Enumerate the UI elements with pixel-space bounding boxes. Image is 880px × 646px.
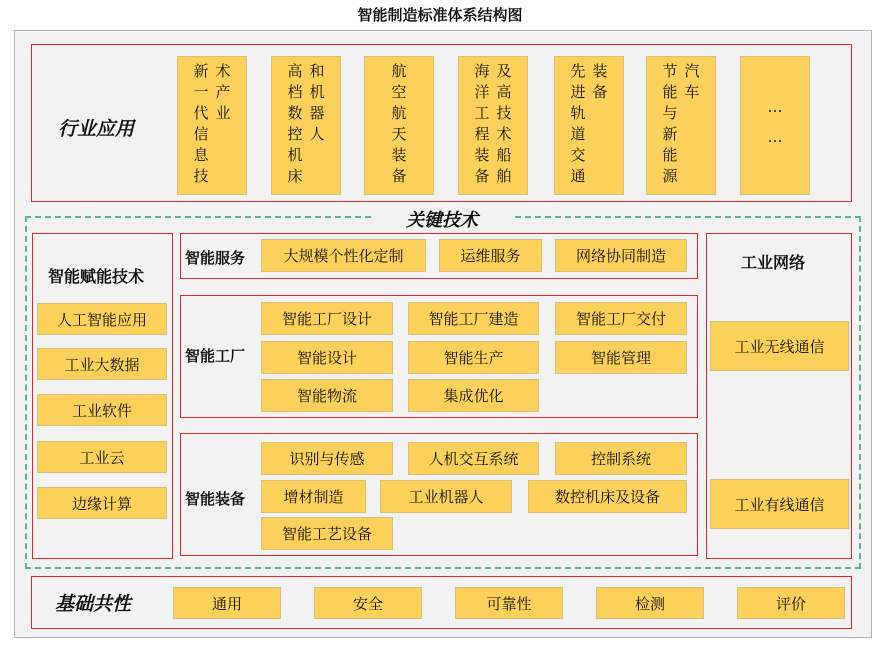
industry-item-char: 备 xyxy=(592,83,608,101)
industry-item-char: 及 xyxy=(496,62,512,80)
service-title: 智能服务 xyxy=(185,249,246,267)
industry-item-char: 节 xyxy=(662,62,678,80)
foundation-item: 检测 xyxy=(596,587,704,619)
industry-item-char: 机 xyxy=(287,146,303,164)
foundation-item: 安全 xyxy=(314,587,422,619)
industry-item-char: … xyxy=(767,98,783,116)
industry-item-column xyxy=(391,61,407,187)
industry-item-column xyxy=(662,61,678,187)
industry-item xyxy=(740,56,810,195)
industry-item-column xyxy=(496,61,512,187)
foundation-item: 通用 xyxy=(173,587,281,619)
industry-item-char: 新 xyxy=(662,125,678,143)
service-item: 运维服务 xyxy=(439,239,542,272)
industry-item-char: 备 xyxy=(391,167,407,185)
industry-item-char: 术 xyxy=(496,125,512,143)
industry-item-char: 装 xyxy=(391,146,407,164)
industry-item-char: 技 xyxy=(193,167,209,185)
foundation-label: 基础共性 xyxy=(55,593,132,615)
industry-item-char: 洋 xyxy=(474,83,490,101)
industry-item-char: 代 xyxy=(193,104,209,122)
industry-item-char: 航 xyxy=(391,62,407,80)
industry-item-char: 器 xyxy=(309,104,325,122)
industry-item-char: 航 xyxy=(391,104,407,122)
network-title: 工业网络 xyxy=(741,253,806,272)
industry-item xyxy=(177,56,247,195)
industry-item-column xyxy=(287,61,303,187)
empowering-title: 智能赋能技术 xyxy=(48,267,145,286)
industry-item-char: 能 xyxy=(662,146,678,164)
service-item: 网络协同制造 xyxy=(555,239,687,272)
industry-item-char: 业 xyxy=(215,104,231,122)
industry-item-char: 一 xyxy=(193,83,209,101)
industry-item-char: 装 xyxy=(592,62,608,80)
industry-item-char: 数 xyxy=(287,104,303,122)
industry-item-char: 装 xyxy=(474,146,490,164)
industry-item-char: 产 xyxy=(215,83,231,101)
empowering-item: 工业大数据 xyxy=(37,348,167,380)
industry-item-char: 源 xyxy=(662,167,678,185)
equipment-item: 控制系统 xyxy=(555,442,687,475)
industry-item-char: 舶 xyxy=(496,167,512,185)
diagram-title: 智能制造标准体系结构图 xyxy=(357,6,523,24)
factory-title: 智能工厂 xyxy=(185,347,246,365)
industry-item-char: 技 xyxy=(496,104,512,122)
factory-item: 智能设计 xyxy=(261,341,393,374)
industry-item-column xyxy=(570,61,586,187)
factory-item: 智能工厂交付 xyxy=(555,302,687,335)
industry-item-char: 与 xyxy=(662,104,678,122)
industry-item-column xyxy=(309,61,325,187)
industry-item-char: 汽 xyxy=(684,62,700,80)
equipment-item: 工业机器人 xyxy=(380,480,512,513)
industry-item-char: 通 xyxy=(570,167,586,185)
factory-item: 智能工厂设计 xyxy=(261,302,393,335)
service-item: 大规模个性化定制 xyxy=(261,239,426,272)
network-item: 工业有线通信 xyxy=(710,479,849,529)
foundation-item: 可靠性 xyxy=(455,587,563,619)
industry-item-column xyxy=(592,61,608,187)
industry-item-char: 先 xyxy=(570,62,586,80)
industry-item-char: 和 xyxy=(309,62,325,80)
industry-item-char: 空 xyxy=(391,83,407,101)
equipment-item: 人机交互系统 xyxy=(408,442,539,475)
industry-item-char: … xyxy=(767,128,783,146)
industry-item-char: 车 xyxy=(684,83,700,101)
key-tech-label: 关键技术 xyxy=(372,206,512,232)
industry-item-char: 船 xyxy=(496,146,512,164)
equipment-title: 智能装备 xyxy=(185,490,246,508)
equipment-item: 数控机床及设备 xyxy=(528,480,687,513)
industry-item-char: 新 xyxy=(193,62,209,80)
industry-item-char: 工 xyxy=(474,104,490,122)
industry-item-char: 档 xyxy=(287,83,303,101)
industry-item-char: 高 xyxy=(287,62,303,80)
industry-item-column xyxy=(193,61,209,187)
industry-item-char: 进 xyxy=(570,83,586,101)
industry-item-char: 能 xyxy=(662,83,678,101)
industry-label: 行业应用 xyxy=(58,118,135,140)
industry-item-column xyxy=(215,61,231,187)
industry-item-char: 信 xyxy=(193,125,209,143)
industry-item-char: 机 xyxy=(309,83,325,101)
industry-item xyxy=(271,56,341,195)
empowering-item: 边缘计算 xyxy=(37,487,167,519)
industry-section xyxy=(31,44,852,202)
industry-item-column xyxy=(684,61,700,187)
industry-item-char: 备 xyxy=(474,167,490,185)
empowering-item: 人工智能应用 xyxy=(37,303,167,335)
foundation-section xyxy=(31,576,852,629)
industry-item-column xyxy=(474,61,490,187)
industry-item-char: 控 xyxy=(287,125,303,143)
factory-item: 智能物流 xyxy=(261,379,393,412)
factory-item: 智能管理 xyxy=(555,341,687,374)
industry-item xyxy=(364,56,434,195)
factory-item: 集成优化 xyxy=(408,379,539,412)
industry-item-column xyxy=(767,97,783,157)
industry-item-char: 高 xyxy=(496,83,512,101)
industry-item-char: 交 xyxy=(570,146,586,164)
equipment-item: 增材制造 xyxy=(261,480,366,513)
industry-item-char: 海 xyxy=(474,62,490,80)
network-item: 工业无线通信 xyxy=(710,321,849,371)
industry-item-char: 息 xyxy=(193,146,209,164)
empowering-item: 工业云 xyxy=(37,441,167,473)
industry-item xyxy=(554,56,624,195)
factory-item: 智能工厂建造 xyxy=(408,302,539,335)
industry-item-char: 术 xyxy=(215,62,231,80)
foundation-item: 评价 xyxy=(737,587,845,619)
equipment-item: 识别与传感 xyxy=(261,442,393,475)
factory-item: 智能生产 xyxy=(408,341,539,374)
industry-item-char: 床 xyxy=(287,167,303,185)
industry-item-char: 程 xyxy=(474,125,490,143)
industry-item-char: 天 xyxy=(391,125,407,143)
industry-item-char: 轨 xyxy=(570,104,586,122)
industry-item xyxy=(646,56,716,195)
industry-item xyxy=(458,56,528,195)
industry-item-char: 人 xyxy=(309,125,325,143)
industry-item-char: 道 xyxy=(570,125,586,143)
equipment-item: 智能工艺设备 xyxy=(261,517,393,550)
empowering-item: 工业软件 xyxy=(37,394,167,426)
